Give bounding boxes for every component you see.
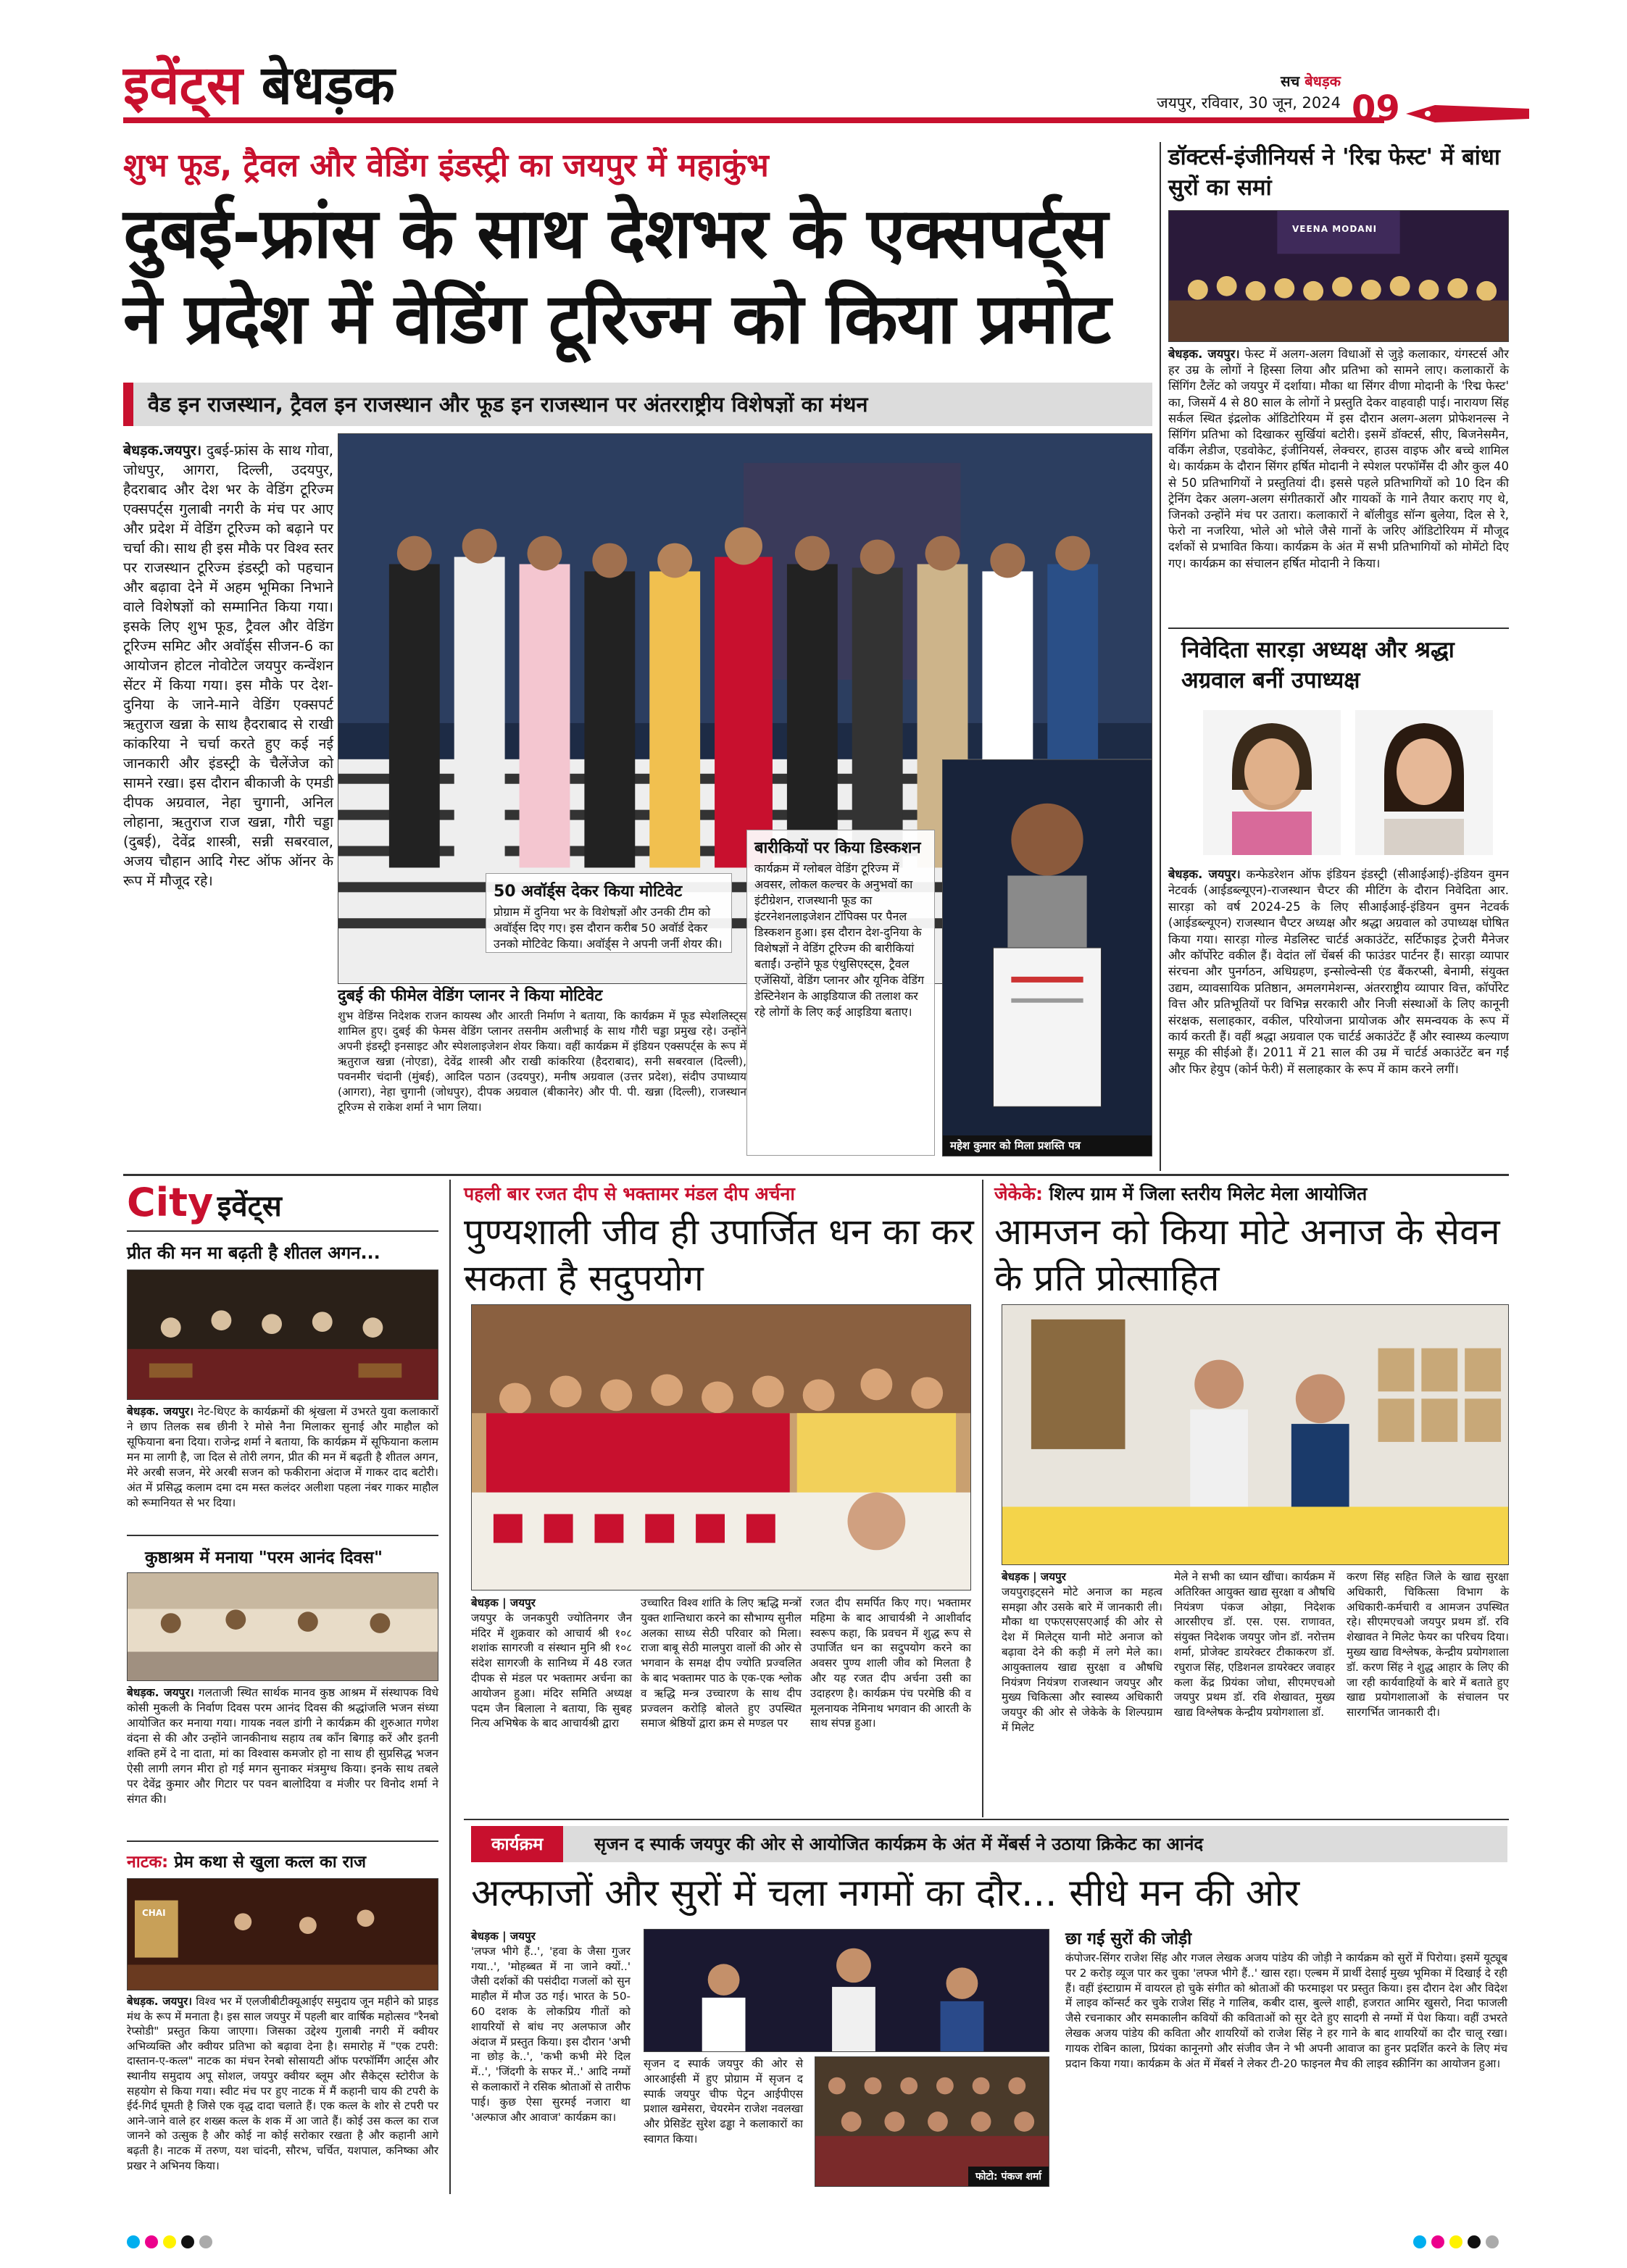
temple-col2: उच्चारित विश्व शांति के लिए ऋद्धि मन्त्रों युक्त शान्तिधारा करने का सौभाग्य सुनील अलका साध्य सेठी परिवार को मिला। राजा बाबू सेठी मालपुरा वालों की ओर से भगवान के समक्ष दीप ज्योति प्रज्वलित के बाद भक्तामर पाठ के एक-एक श्लोक व ऋद्धि मन्त्र उच्चारण के साथ दीप प्रज्वलन करोड़ि बोलते हुए उपस्थित समाज श्रेष्ठियों द्वारा क्रम से मण्डल पर — [641, 1596, 802, 1730]
section-title-red: इवेंट्स — [123, 54, 243, 117]
inset-photo-certificate — [942, 759, 1152, 1156]
cii-photo-president — [1203, 710, 1341, 855]
cii-photo-vice-president — [1355, 710, 1493, 855]
millet-headline: आमजन को किया मोटे अनाज के सेवन के प्रति प्रोत्साहित — [994, 1211, 1500, 1299]
city-item1-title: प्रीत की मन मा बढ़ती है शीतल अगन... — [127, 1243, 380, 1263]
city-logo-city: City — [127, 1180, 214, 1225]
bottom-col1: बेधड़क | जयपुर 'लफ्ज भीगे हैं..', 'हवा के जैसा गुजर गया..', 'मोहब्बत में ना जाने क्यों..' जैसी दर्शकों की पसंदीदा गजलों को सुन माहौल में मौज उठ गई। भारत के 50-60 दशक के लोकप्रिय गीतों को शायरियों से बांध नए अलफाज और अंदाज में प्रस्तुत किया। इस दौरान 'अभी ना छोड़ के..', 'कभी कभी मेरे दिल में..', 'जिंदगी के सफर में..' आदि नग्मों से कलाकारों ने रसिक श्रोताओं से तारीफ पाई। कुछ ऐसा सुरमई नजारा था 'अल्फाज और आवाज' कार्यक्रम का। — [471, 1930, 631, 2124]
city-item2-photo — [127, 1572, 438, 1681]
temple-headline: पुण्यशाली जीव ही उपार्जित धन का कर सकता है सदुपयोग — [464, 1211, 974, 1299]
rhythm-body: बेधड़क. जयपुर। फेस्ट में अलग-अलग विधाओं से जुड़े कलाकार, यंगस्टर्स और हर उम्र के लोगों ने हिस्सा लिया और प्रतिभा को सामने लाए। कलाकारों के सिंगिंग टैलेंट को जयपुर में दर्शाया। मौका था सिंगर वीणा मोदानी के 'रिद्म फेस्ट' का, जिसमें 4 से 80 साल के लोगों ने प्रस्तुति देकर वाहवाही पाई। नारायण सिंह सर्कल स्थित इंद्रलोक ऑडिटोरियम में इस दौरान अलग-अलग प्रोफेशनल्स ने सिंगिंग प्रतिभा को दिखाकर सुर्खियां बटोरी। इसमें डॉक्टर्स, सीए, बिजनेसमैन, वर्किंग लेडीज, एडवोकेट, इंजीनियर्स, लेक्चरर, हाउस वाइफ और बच्चे शामिल थे। कार्यक्रम के दौरान सिंगर हर्षित मोदानी ने स्पेशल परफॉर्मेंस दी और कुल 40 से 50 प्रतिभागियों ने प्रस्तुतियां दी। इससे पहले प्रतिभागियों को 10 दिन की ट्रेनिंग देकर अलग-अलग संगीतकारों और गायकों के गाने तैयार कराए गए थे, जिनको उन्होंने मंच पर उतारा। कलाकारों ने बॉलीवुड सॉन्ग बुलेया, दिल से रे, फेरो ना नजरिया, भोले ओ भोले जैसे गानों के जरिए ऑडिटोरियम में मौजूद दर्शकों से प्रभावित किया। कार्यक्रम के अंत में सभी प्रतिभागियों को मोमेंटो दिए गए। कार्यक्रम का संचालन हर्षित मोदानी ने किया। — [1168, 347, 1509, 570]
bottom-strap: कार्यक्रम सृजन द स्पार्क जयपुर की ओर से आयोजित कार्यक्रम के अंत में मेंबर्स ने उठाया क्रिकेट का आनंद — [471, 1826, 1507, 1862]
bottom-photo-audience — [815, 2056, 1049, 2187]
bottom-photo-credit: फोटो: पंकज शर्मा — [968, 2167, 1049, 2186]
brand-small: सच बेधड़क — [1281, 72, 1341, 90]
inset-caption: महेश कुमार को मिला प्रशस्ति पत्र — [943, 1135, 1152, 1156]
bottom-col2: सृजन द स्पार्क जयपुर की ओर से आरआईसी में हुए प्रोग्राम में सृजन द स्पार्क जयपुर चीफ पेट्रन आईपीएस प्रशाल खमेसरा, चेयरमेन राजेश नवलखा और प्रेसिडेंट सुरेश ढड्ढा ने कलाकारों का स्वागत किया। — [644, 2057, 803, 2146]
rhythm-photo-banner: VEENA MODANI — [1292, 224, 1378, 234]
lead-headline-2: ने प्रदेश में वेडिंग टूरिज्म को किया प्रमोट — [123, 278, 1111, 359]
city-item2-body: बेधड़क. जयपुर। गलताजी स्थित सार्थक मानव कुष्ठ आश्रम में संस्थापक विधे कोसी मुकली के निर्वाण दिवस परम आनंद दिवस की श्रद्धांजलि भजन संध्या आयोजित कर मनाया गया। गायक नवल डांगी ने कार्यक्रम की शुरुआत गणेश वंदना से की और उन्होंने जानकीनाथ सहाय तब काँन बिगाड़ करें और इतनी शक्ति हमें दे ना दाता, मां का विश्वास कमजोर हो ना साथ ही सुप्रसिद्ध भजन ऐसी लागी लगन मीरा हो गई मगन सुनाकर मंत्रमुग्ध किया। इनके साथ तबले पर देवेंद्र कुमार और गिटार पर पवन बालोदिया व मंजीर पर विनोद शर्मा ने संगत की। — [127, 1686, 438, 1806]
city-logo-rule — [127, 1230, 438, 1232]
lead-kicker: शुभ फूड, ट्रैवल और वेडिंग इंडस्ट्री का जयपुर में महाकुंभ — [123, 147, 769, 184]
millet-col3: करण सिंह सहित जिले के खाद्य सुरक्षा अधिकारी, चिकित्सा विभाग के अधिकारी-कर्मचारी व आमजन उपस्थित रहे। सीएमएचओ जयपुर प्रथम डॉ. रवि शेखावत ने मिलेट फेयर का परिचय दिया। मुख्य खाद्य विश्लेषक, केन्द्रीय प्रयोगशाला डॉ. करण सिंह ने शुद्ध आहार के लिए की जा रही कार्यवाहियों के बारे में बताते हुए खाद्य प्रयोगशालाओं के संचालन पर सारगर्भित जानकारी दी। — [1347, 1570, 1509, 1719]
city-item3-photo-label: CHAI — [142, 1908, 166, 1918]
millet-col2: मेले ने सभी का ध्यान खींचा। कार्यक्रम में अतिरिक्त आयुक्त खाद्य सुरक्षा व औषधि नियंत्रण पंकज ओझा, निदेशक आरसीएच डॉ. एस. एस. राणावत, संयुक्त निदेशक जयपुर जोन डॉ. नरोत्तम शर्मा, प्रोजेक्ट डायरेक्टर टीकाकरण डॉ. रघुराज सिंह, एडिशनल डायरेक्टर जवाहर कला केंद्र प्रियंका जोधा, सीएमएचओ जयपुर प्रथम डॉ. रवि शेखावत, मुख्य खाद्य विश्लेषक केन्द्रीय प्रयोगशाला डॉ. — [1174, 1570, 1335, 1719]
cii-headline: निवेदिता सारड़ा अध्यक्ष और श्रद्धा अग्रवाल बनीं उपाध्यक्ष — [1181, 637, 1455, 693]
divider-rhythm — [1168, 628, 1509, 629]
temple-col1: बेधड़क | जयपुर जयपुर के जनकपुरी ज्योतिनगर जैन मंदिर में शुक्रवार को आचार्य श्री १०८ शशांक सागरजी व संस्थान मुनि श्री १०८ संदेश सागरजी के सानिध्य में 48 रजत दीपक से मंडल पर भक्तामर अर्चना का आयोजन हुआ। मंदिर समिति अध्यक्ष पदम जैन बिलाला ने बताया, कि सुबह नित्य अभिषेक के बाद आचार्यश्री द्वारा — [471, 1596, 632, 1730]
millet-photo — [1002, 1304, 1509, 1565]
millet-col1: बेधड़क | जयपुर जयपुराइट्सने मोटे अनाज का महत्व समझा और उसके बारे में जानकारी ली। मौका था एफएसएसएआई की ओर से देश में मिलेट्स यानी मोटे अनाज को बढ़ावा देने की कड़ी में लगे मेले का। आयुक्तालय खाद्य सुरक्षा व औषधि नियंत्रण नियंत्रण राजस्थान जयपुर और मुख्य चिकित्सा और स्वास्थ्य अधिकारी जयपुर की ओर से जेकेके के शिल्पग्राम में मिलेट — [1002, 1570, 1162, 1734]
temple-kicker: पहली बार रजत दीप से भक्तामर मंडल दीप अर्चना — [464, 1183, 795, 1204]
pen-nib-icon — [1406, 101, 1529, 126]
lead-headline-1: दुबई-फ्रांस के साथ देशभर के एक्सपर्ट्स — [123, 193, 1107, 274]
section-divider-bottom — [464, 1819, 1509, 1820]
section-divider-mid — [123, 1174, 1509, 1176]
masthead-rule — [123, 117, 1384, 123]
city-item3-photo — [127, 1878, 438, 1990]
bottom-label: कार्यक्रम — [471, 1826, 563, 1862]
section-title — [123, 49, 395, 122]
bottom-side-body: कंपोजर-सिंगर राजेश सिंह और गजल लेखक अजय पांडेय की जोड़ी ने कार्यक्रम को सुरों में पिरोया। इसमें यूट्यूब पर 2 करोड़ व्यूज पार कर चुका 'लफ्ज भीगे हैं..' खास रहा। एल्बम में प्रार्थी देसाई मुख्य भूमिका में दिखाई दे रही हैं। वहीं इंस्टाग्राम में वायरल हो चुके संगीत को श्रोताओं की फरमाइश पर प्रस्तुत किया। इस दौरान देश और विदेश में लाइव कॉन्सर्ट कर चुके राजेश सिंह ने गालिब, कबीर दास, बुल्ले शाही, हजरात आमिर खुसरो, निदा फाजली जैसे रचनाकार और समकालीन कवियों की कविताओं को सुर देते हुए सादगी से नग्मों में पेश किया। वहीं उभरते लेखक अजय पांडेय की कविता और शायरियों को राजेश सिंह ने हर गाने के बाद शायरियों का दौर चालू रखा। गायक रोबिन काला, प्रियंका कानूनगो और संजीव जैन ने भी अपनी आवाज का हुनर प्रदर्शित करने के लिए मंच प्रदान किया गया। कार्यक्रम के अंत में मेंबर्स ने लेकर टी-20 फाइनल मैच की लाइव स्क्रीनिंग का आयोजन हुआ। — [1065, 1951, 1507, 2070]
city-logo-events: इवेंट्स — [217, 1190, 282, 1223]
millet-kicker-label: जेकेके: — [994, 1183, 1043, 1204]
temple-photo — [471, 1304, 971, 1590]
city-item1-photo — [127, 1270, 438, 1400]
box-discussion: बारीकियों पर किया डिस्कशन कार्यक्रम में ग्लोबल वेडिंग टूरिज्म में अवसर, लोकल कल्चर के अनुभवों का इंटीग्रेशन, राजस्थानी फूड का इंटरनेशनलाइजेशन टॉपिक्स पर पैनल डिस्कशन हुआ। इस दौरान देश-दुनिया के विशेषज्ञों ने वेडिंग टूरिज्म की बारीकियां बताईं। उन्होंने फूड एंथुसिएस्ट्स, ट्रैवल एजेंसियों, वेडिंग प्लानर और यूनिक वेडिंग डेस्टिनेशन के आइडियाज की तलाश कर रहे लोगों के लिए कई आइडिया बताए। — [746, 830, 935, 1156]
lead-strap: वैड इन राजस्थान, ट्रैवल इन राजस्थान और फूड इन राजस्थान पर अंतरराष्ट्रीय विशेषज्ञों का मंथन — [123, 383, 1152, 426]
column-divider-center — [982, 1180, 983, 1817]
lead-body: बेधड़क.जयपुर। दुबई-फ्रांस के साथ गोवा, जोधपुर, आगरा, दिल्ली, उदयपुर, हैदराबाद और देश भर के वेडिंग टूरिज्म एक्सपर्ट्स गुलाबी नगरी के मंच पर आए और प्रदेश में वेडिंग टूरिज्म को बढ़ाने पर चर्चा की। साथ ही इस मौके पर विश्व स्तर पर राजस्थान टूरिज्म इंडस्ट्री को पहचान और बढ़ावा देने में अहम भूमिका निभाने वाले विशेषज्ञों को सम्मानित किया गया। इसके लिए शुभ फूड, ट्रैवल और वेडिंग टूरिज्म समिट और अवॉर्ड्स सीजन-6 का आयोजन होटल नोवोटेल जयपुर कन्वेंशन सेंटर में किया गया। इस मौके पर देश-दुनिया के जाने-माने वेडिंग एक्सपर्ट ऋतुराज खन्ना के साथ हैदराबाद से राखी कांकरिया ने चर्चा करते हुए कई नई जानकारी और इंडस्ट्री के चैलेंजेज को सामने रखा। इस दौरान बीकाजी के एमडी दीपक अग्रवाल, नेहा चुगानी, अनिल लोहाना, ऋतुराज राज खन्ना, गौरी चड्डा (दुबई), देवेंद्र शास्त्री, सन्नी सबरवाल, अजय चौहान आदि गेस्ट ऑफ ऑनर के रूप में मौजूद रहे। — [123, 442, 333, 889]
box-female-planner: दुबई की फीमेल वेडिंग प्लानर ने किया मोटिवेट शुभ वेडिंग्स निदेशक राजन कायस्थ और आरती निर्माण ने बताया, कि कार्यक्रम में फूड स्पेशलिस्ट्स शामिल हुए। दुबई की फेमस वेडिंग प्लानर तसनीम अलीभाई के साथ गौरी चड्डा प्रमुख रहे। उन्होंने अपनी इंडस्ट्री इनसाइट और स्पेशलाइजेशन शेयर किया। वहीं कार्यक्रम में इंडियन एक्सपर्ट्स के रूप में ऋतुराज खन्ना (नोएडा), देवेंद्र शास्त्री और राखी कांकरिया (हैदराबाद), सनी सबरवाल (दिल्ली), पवनमीर चंदानी (मुंबई), आदिल पठान (उदयपुर), मनीष अग्रवाल (उत्तर प्रदेश), संदीप उपाध्याय (आगरा), नेहा चुगानी (जोधपुर), दीपक अग्रवाल (बीकानेर) और पी. पी. खन्ना (दिल्ली), राजस्थान टूरिज्म से राकेश शर्मा ने भाग लिया। — [338, 987, 746, 1114]
bottom-side-title: छा गई सुरों की जोड़ी — [1065, 1930, 1192, 1948]
dateline: जयपुर, रविवार, 30 जून, 2024 — [1157, 94, 1341, 112]
registration-dots-left — [127, 2235, 217, 2251]
city-divider-1 — [127, 1535, 438, 1536]
temple-col3: रजत दीप समर्पित किए गए। भक्तामर महिमा के बाद आचार्यश्री ने आशीर्वाद स्वरूप कहा, कि प्रवचन में शुद्ध रूप से उपार्जित धन का सदुपयोग करने का अवसर पुण्य शाली जीव को मिलता है और यह रजत दीप अर्चना उसी का उदाहरण है। कार्यक्रम पंच परमेष्ठि की व मूलनायक नेमिनाथ भगवान की आरती के साथ संपन्न हुआ। — [810, 1596, 971, 1730]
millet-kicker: जेकेके: शिल्प ग्राम में जिला स्तरीय मिलेट मेला आयोजित — [994, 1183, 1368, 1204]
column-divider-right — [1160, 142, 1161, 1171]
city-item2-title: कुष्ठाश्रम में मनाया "परम आनंद दिवस" — [145, 1548, 383, 1567]
city-item3-label: नाटक: — [127, 1853, 169, 1872]
city-item3-body: बेधड़क. जयपुर। विश्व भर में एलजीबीटीक्यूआईए समुदाय जून महीने को प्राइड मंथ के रूप में मनाता है। इस साल जयपुर में पहली बार वार्षिक महोत्सव "रैनबो रेप्सोडी" प्रस्तुत किया जाएगा। जिसका उद्देश्य गुलाबी नगरी में क्वीयर अभिव्यक्ति और क्वीयर प्रतिभा को बढ़ावा देना है। समारोह में "एक टपरी: दास्तान-ए-कत्ल" नाटक का मंचन रेनबो सोसायटी ऑफ परफॉर्मिंग आर्ट्स और स्थानीय समुदाय अपू सोशल, जयपुर क्वीयर ब्लूम और सैकेट्स स्टोरीज के सहयोग से किया गया। स्वीट मंच पर हुए नाटक में मैं कहानी चाय की टपरी के ईर्द-गिर्द घूमती है जिसे एक वृद्ध दादा चलाते हैं। एक कत्ल के शोर से टपरी पर आने-जाने वाले हर शख्स कत्ल के शक में आ जाते हैं। कोई उस कत्ल का राज जानने को उत्सुक है और कोई ना कोई सरोकार रखता है और कहानी आगे बढ़ती है। नाटक में तरुण, यश चांदनी, सौरभ, चर्चित, यशपाल, कनिष्का और प्रखर ने अभिनय किया। — [127, 1995, 439, 2172]
city-item3-title: नाटक: प्रेम कथा से खुला कत्ल का राज — [127, 1853, 367, 1872]
rhythm-headline: डॉक्टर्स-इंजीनियर्स ने 'रिद्म फेस्ट' में बांधा सुरों का समां — [1168, 144, 1500, 201]
registration-dots-right — [1413, 2235, 1504, 2251]
city-logo — [127, 1180, 282, 1225]
rhythm-photo-stage — [1168, 210, 1509, 342]
section-title-black: बेधड़क — [261, 54, 395, 117]
city-item1-body: बेधड़क. जयपुर। नेट-थिएट के कार्यक्रमों की श्रृंखला में उभरते युवा कलाकारों ने छाप तिलक सब छीनी रे मोसे नैना मिलाकर सुनाई और माहौल को सूफियाना बना दिया। राजेन्द्र शर्मा ने बताया, कि कार्यक्रम में सूफियाना कलाम मन मा लागी है, जा दिल से तोरी लगन, प्रीत की मन में बढ़ती है शीतल अगन, मेरे अरबी सजन, मेरे अरबी सजन को फकीराना अंदाज में गाकर दाद बटोरी। अंत में प्रसिद्ध कलाम दमा दम मस्त कलंदर अलीशा पहला नंबर गाकर माहौल को रूमानियत से भर दिया। — [127, 1405, 439, 1509]
page-number: 09 — [1352, 88, 1400, 129]
bottom-headline: अल्फाजों और सुरों में चला नगमों का दौर... सीधे मन की ओर — [471, 1872, 1300, 1915]
cii-body: बेधड़क. जयपुर। कन्फेडरेशन ऑफ इंडियन इंडस्ट्री (सीआईआई)-इंडियन वुमन नेटवर्क (आईडब्ल्यूएन)-राजस्थान चैप्टर की मीटिंग के दौरान निवेदिता आर. सारड़ा को वर्ष 2024-25 के लिए सीआईआई-इंडियन वुमन नेटवर्क (आईडब्ल्यूएन) राजस्थान चैप्टर अध्यक्ष और श्रद्धा अग्रवाल को उपाध्यक्ष घोषित किया गया। सारड़ा गोल्ड मेडलिस्ट चार्टर्ड अकाउंटेंट, सर्टिफाइड ट्रेजरी मैनेजर और कॉर्पोरेट वकील हैं। वेदांत लॉ चेंबर्स की फाउंडर पार्टनर हैं। सारड़ा व्यापार संरचना और पुनर्गठन, अधिग्रहण, इन्सोल्वेन्सी एंड बैंकरप्सी, बेनामी, संयुक्त उद्यम, व्यावसायिक प्रतिष्ठान, अमलगमेशन्स, अंतरराष्ट्रीय व्यापार वित्त, कॉर्पोरेट वित्त और प्रतिभूतियों पर विभिन्न सरकारी और निजी संस्थाओं के लिए कानूनी संरक्षक, सलाहकार, वकील, परियोजना प्रायोजक और समन्वयक के रूप में कार्य करती हैं। वहीं श्रद्धा अग्रवाल एक चार्टर्ड अकाउंटेंट हैं और स्वास्थ्य कल्याण समूह की सीईओ हैं। 2011 में 21 साल की उम्र में चार्टर्ड अकाउंटेंट बन गईं और फिर हेयुप (कोर्न फेरी) में सलाहकार के रूप में काम करने लगीं। — [1168, 867, 1509, 1076]
box-awards: 50 अवॉर्ड्स देकर किया मोटिवेट प्रोग्राम में दुनिया भर के विशेषज्ञों और उनकी टीम को अवॉर्ड्स दिए गए। इस दौरान करीब 50 अवॉर्ड देकर उनको मोटिवेट किया। अवॉर्ड्स ने अपनी जर्नी शेयर की। — [486, 873, 732, 953]
bottom-photo-musicians — [644, 1929, 1049, 2052]
column-divider-city — [449, 1180, 451, 2194]
city-divider-2 — [127, 1840, 438, 1842]
